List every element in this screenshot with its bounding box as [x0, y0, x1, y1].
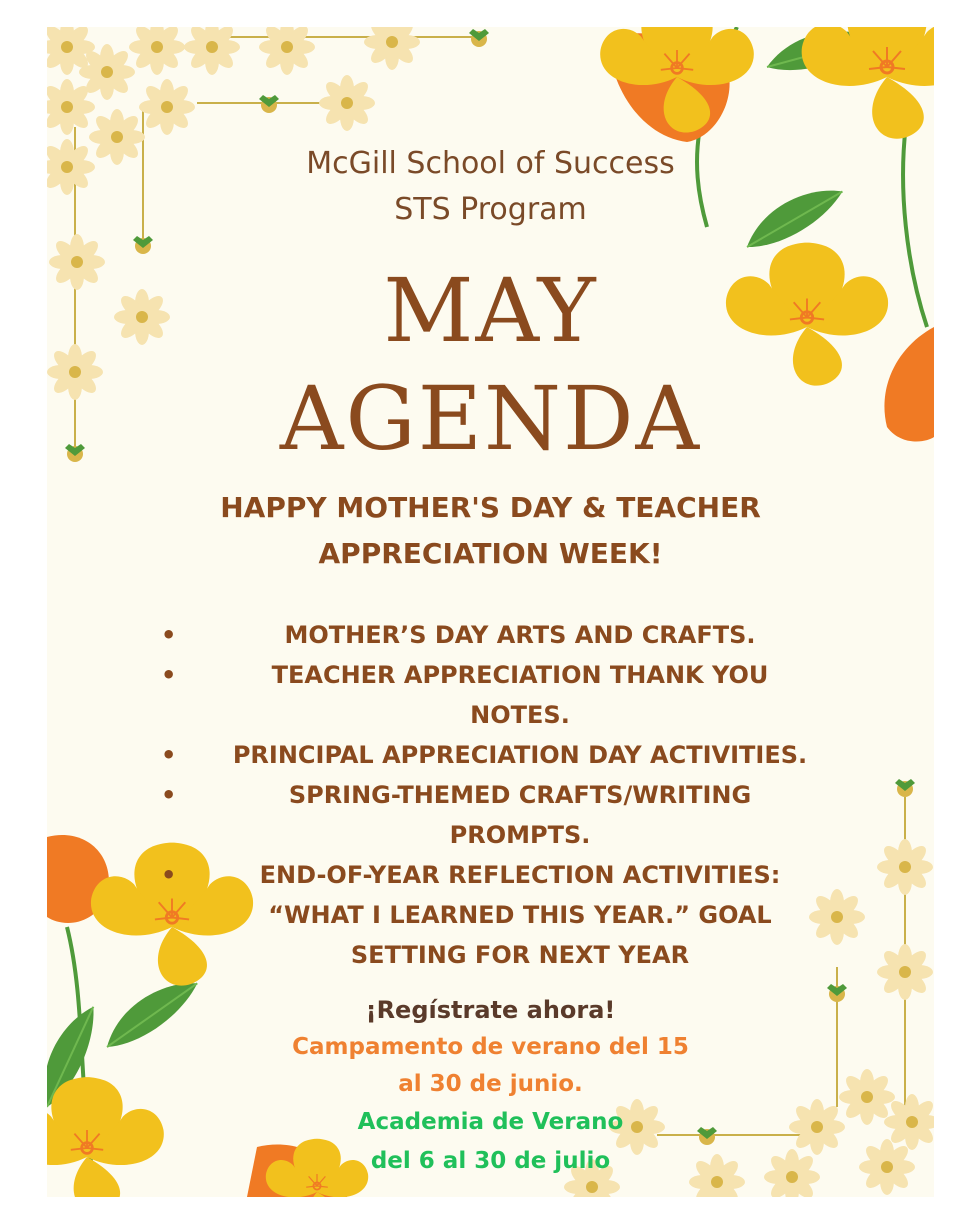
school-name: McGill School of Success: [306, 146, 675, 181]
page-title: [47, 257, 934, 473]
headline: [47, 485, 934, 577]
list-item: [157, 735, 857, 775]
headline-line-1: HAPPY MOTHER'S DAY & TEACHER: [220, 491, 761, 524]
list-item: [157, 655, 857, 735]
title-line-1: MAY: [383, 259, 598, 362]
summer-academy-line-2: del 6 al 30 de julio: [370, 1148, 611, 1174]
list-item-text: “WHAT I LEARNED THIS YEAR.” GOAL: [268, 901, 772, 929]
list-item-text: MOTHER’S DAY ARTS AND CRAFTS.: [284, 621, 756, 649]
bullet: •: [161, 741, 177, 769]
list-item: [157, 775, 857, 855]
list-item-text: SPRING-THEMED CRAFTS/WRITING: [288, 781, 752, 809]
agenda-list: [157, 615, 857, 975]
list-item-text: TEACHER APPRECIATION THANK YOU: [271, 661, 769, 689]
headline-line-2: APPRECIATION WEEK!: [318, 537, 663, 570]
bullet: •: [161, 861, 177, 889]
flyer: [47, 27, 934, 1197]
bullet: •: [161, 621, 177, 649]
title-line-2: AGENDA: [279, 367, 702, 470]
list-item-text: NOTES.: [470, 701, 570, 729]
list-item: [157, 855, 857, 975]
summer-camp-dates-line-2: al 30 de junio.: [398, 1071, 583, 1097]
school-header: [47, 141, 934, 233]
list-item-text: PROMPTS.: [449, 821, 591, 849]
bullet: •: [161, 661, 177, 689]
list-item: [157, 615, 857, 655]
list-item-text: PRINCIPAL APPRECIATION DAY ACTIVITIES.: [232, 741, 808, 769]
program-name: STS Program: [394, 192, 587, 227]
summer-academy-line-1: Academia de Verano: [357, 1109, 624, 1135]
list-item-text: END-OF-YEAR REFLECTION ACTIVITIES:: [259, 861, 781, 889]
bullet: •: [161, 781, 177, 809]
list-item-text: SETTING FOR NEXT YEAR: [350, 941, 690, 969]
register-now-text: ¡Regístrate ahora!: [365, 996, 616, 1024]
summer-camp-dates-line-1: Campamento de verano del 15: [292, 1034, 689, 1060]
